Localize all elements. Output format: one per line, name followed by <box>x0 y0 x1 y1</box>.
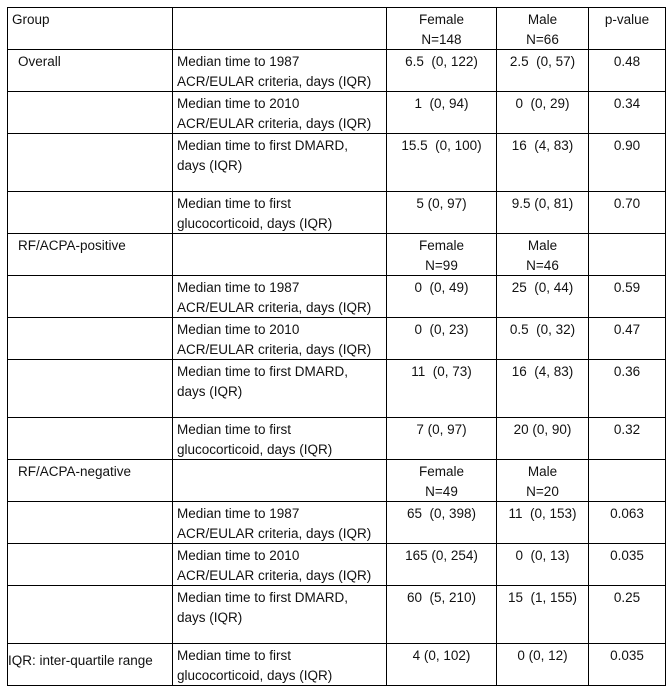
group-header-row <box>8 234 666 276</box>
female-value: 60 (5, 210) <box>387 586 497 644</box>
measure-cell: Median time to first DMARD, days (IQR) <box>173 360 387 418</box>
table-row <box>8 586 666 644</box>
p-value: 0.32 <box>589 418 666 460</box>
female-value: 0 (0, 49) <box>387 276 497 318</box>
header-group: Group <box>8 8 173 50</box>
male-value: 16 (4, 83) <box>497 134 589 192</box>
empty-cell <box>173 234 387 276</box>
table-row <box>8 544 666 586</box>
empty-cell <box>8 418 173 460</box>
empty-cell <box>8 318 173 360</box>
female-value: 0 (0, 23) <box>387 318 497 360</box>
measure-cell: Median time to first DMARD, days (IQR) <box>173 586 387 644</box>
male-value: 16 (4, 83) <box>497 360 589 418</box>
group-female-header: Female N=99 <box>387 234 497 276</box>
group-header-row <box>8 460 666 502</box>
empty-cell <box>8 134 173 192</box>
header-pvalue: p-value <box>589 8 666 50</box>
female-value: 65 (0, 398) <box>387 502 497 544</box>
group-female-header: Female N=49 <box>387 460 497 502</box>
header-measure <box>173 8 387 50</box>
empty-cell <box>8 92 173 134</box>
empty-cell <box>8 360 173 418</box>
results-table <box>7 7 666 686</box>
female-value: 6.5 (0, 122) <box>387 50 497 92</box>
empty-cell <box>173 460 387 502</box>
p-value: 0.035 <box>589 644 666 686</box>
group-name: RF/ACPA-positive <box>8 234 173 276</box>
measure-cell: Median time to first glucocorticoid, days (IQR) <box>173 418 387 460</box>
p-value: 0.25 <box>589 586 666 644</box>
empty-cell <box>589 234 666 276</box>
measure-cell: Median time to 2010 ACR/EULAR criteria, days (IQR) <box>173 92 387 134</box>
p-value: 0.063 <box>589 502 666 544</box>
male-value: 0 (0, 13) <box>497 544 589 586</box>
table-row <box>8 318 666 360</box>
group-name: RF/ACPA-negative <box>8 460 173 502</box>
p-value: 0.48 <box>589 50 666 92</box>
table-row <box>8 192 666 234</box>
male-value: 2.5 (0, 57) <box>497 50 589 92</box>
male-value: 0 (0, 12) <box>497 644 589 686</box>
p-value: 0.035 <box>589 544 666 586</box>
table-row <box>8 276 666 318</box>
female-value: 165 (0, 254) <box>387 544 497 586</box>
male-value: 11 (0, 153) <box>497 502 589 544</box>
header-female: Female N=148 <box>387 8 497 50</box>
table-row <box>8 418 666 460</box>
group-male-header: Male N=46 <box>497 234 589 276</box>
header-male: Male N=66 <box>497 8 589 50</box>
p-value: 0.36 <box>589 360 666 418</box>
measure-cell: Median time to 2010 ACR/EULAR criteria, days (IQR) <box>173 318 387 360</box>
header-row <box>8 8 666 50</box>
table-row <box>8 92 666 134</box>
p-value: 0.90 <box>589 134 666 192</box>
measure-cell: Median time to 1987 ACR/EULAR criteria, days (IQR) <box>173 50 387 92</box>
measure-cell: Median time to 1987 ACR/EULAR criteria, days (IQR) <box>173 502 387 544</box>
group-name: Overall <box>8 50 173 92</box>
female-value: 5 (0, 97) <box>387 192 497 234</box>
table-row <box>8 50 666 92</box>
p-value: 0.70 <box>589 192 666 234</box>
table-row <box>8 360 666 418</box>
empty-cell <box>8 502 173 544</box>
empty-cell <box>8 586 173 644</box>
empty-cell <box>8 276 173 318</box>
measure-cell: Median time to first glucocorticoid, days (IQR) <box>173 192 387 234</box>
female-value: 7 (0, 97) <box>387 418 497 460</box>
empty-cell <box>8 544 173 586</box>
table-row <box>8 134 666 192</box>
male-value: 25 (0, 44) <box>497 276 589 318</box>
p-value: 0.34 <box>589 92 666 134</box>
empty-cell <box>8 192 173 234</box>
p-value: 0.47 <box>589 318 666 360</box>
footnote: IQR: inter-quartile range <box>8 653 153 668</box>
male-value: 0 (0, 29) <box>497 92 589 134</box>
measure-cell: Median time to first glucocorticoid, days (IQR) <box>173 644 387 686</box>
empty-cell <box>589 460 666 502</box>
measure-cell: Median time to 1987 ACR/EULAR criteria, days (IQR) <box>173 276 387 318</box>
group-male-header: Male N=20 <box>497 460 589 502</box>
male-value: 9.5 (0, 81) <box>497 192 589 234</box>
female-value: 11 (0, 73) <box>387 360 497 418</box>
measure-cell: Median time to 2010 ACR/EULAR criteria, days (IQR) <box>173 544 387 586</box>
male-value: 0.5 (0, 32) <box>497 318 589 360</box>
female-value: 1 (0, 94) <box>387 92 497 134</box>
table-row <box>8 502 666 544</box>
male-value: 20 (0, 90) <box>497 418 589 460</box>
male-value: 15 (1, 155) <box>497 586 589 644</box>
female-value: 15.5 (0, 100) <box>387 134 497 192</box>
female-value: 4 (0, 102) <box>387 644 497 686</box>
p-value: 0.59 <box>589 276 666 318</box>
measure-cell: Median time to first DMARD, days (IQR) <box>173 134 387 192</box>
